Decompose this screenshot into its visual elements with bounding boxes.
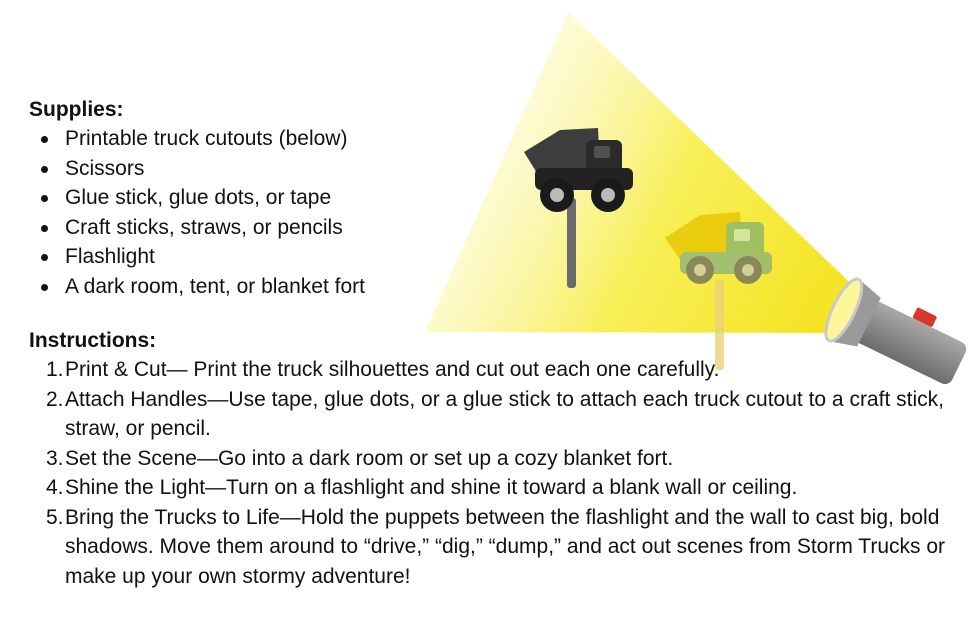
bullet-icon xyxy=(41,225,48,232)
supplies-heading: Supplies: xyxy=(29,98,124,121)
supply-item: A dark room, tent, or blanket fort xyxy=(29,272,949,302)
instruction-step: 4. Shine the Light—Turn on a flashlight and shine it toward a blank wall or ceiling. xyxy=(46,476,798,499)
instruction-step: 3. Set the Scene—Go into a dark room or set up a cozy blanket fort. xyxy=(46,446,674,470)
instructions-list xyxy=(29,355,949,591)
bullet-icon xyxy=(41,136,48,143)
supply-item: Scissors xyxy=(29,154,949,184)
supply-item: Glue stick, glue dots, or tape xyxy=(29,183,949,213)
instruction-step: 1. Print & Cut— Print the truck silhouettes and cut out each one carefully. xyxy=(46,358,720,381)
instructions-heading: Instructions: xyxy=(29,329,157,352)
supply-item: Craft sticks, straws, or pencils xyxy=(29,213,949,243)
bullet-icon xyxy=(41,166,48,173)
instruction-step: 5. Bring the Trucks to Life—Hold the puppets between the flashlight and the wall to cast big, bold shadows. Move them around to “drive,” “dig,” “dump,” and act out scenes from Storm Trucks or make up your own stormy adventure! xyxy=(46,505,946,588)
bullet-icon xyxy=(41,195,48,202)
instruction-step: 2. Attach Handles—Use tape, glue dots, or a glue stick to attach each truck cutout to a craft stick, straw, or pencil. xyxy=(46,387,944,440)
bullet-icon xyxy=(41,254,48,261)
supply-item: Flashlight xyxy=(29,242,949,272)
bullet-icon xyxy=(41,284,48,291)
supply-item: Printable truck cutouts (below) xyxy=(29,124,949,154)
supplies-list xyxy=(29,124,949,301)
instructions-document xyxy=(29,96,949,591)
